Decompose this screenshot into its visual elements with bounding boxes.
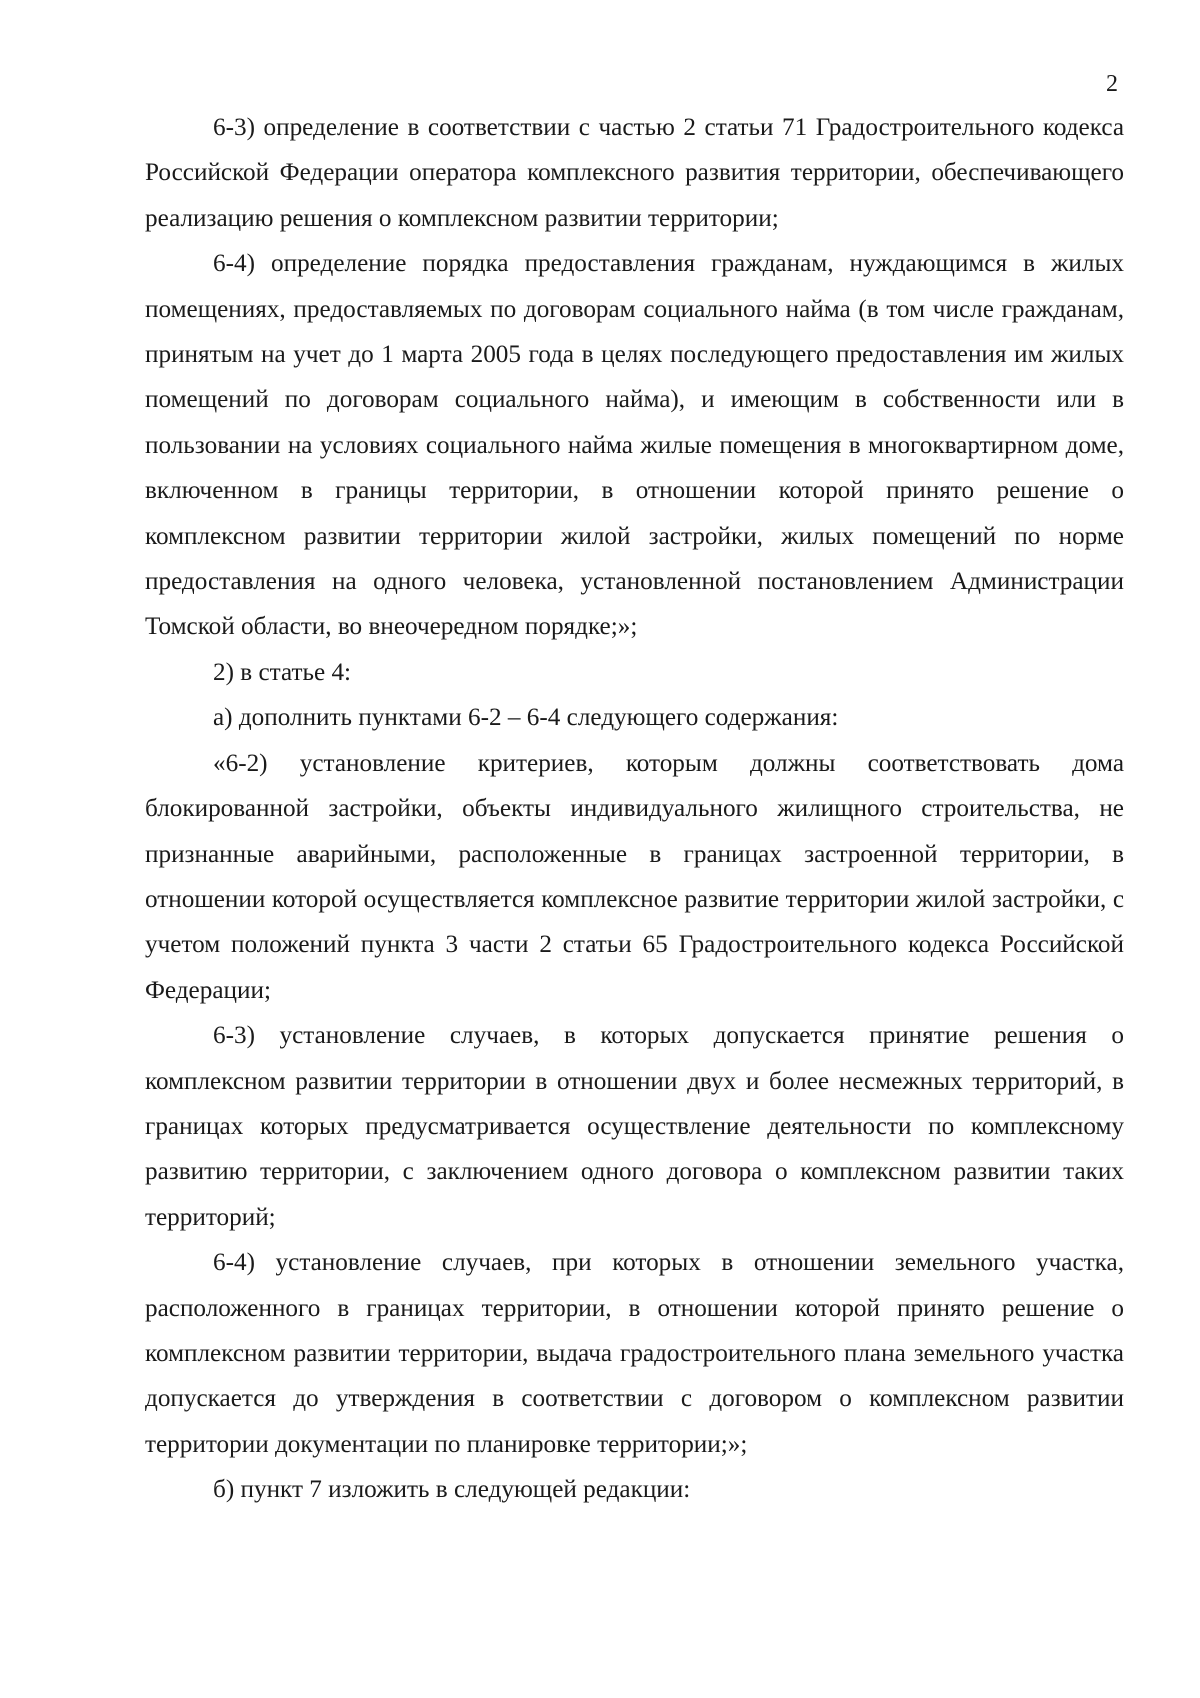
paragraph-clause-6-3-operator: 6-3) определение в соответствии с частью 2 статьи 71 Градостроительного кодекса Российской Федерации оператора комплексного развития территории, обеспечивающего реализацию решения о комплексном развитии территории; xyxy=(145,114,1124,232)
paragraph-clause-6-4-housing: 6-4) определение порядка предоставления гражданам, нуждающимся в жилых помещениях, предоставляемых по договорам социального найма (в том числе гражданам, принятым на учет до 1 марта 2005 года в целях последующего предоставления им жилых помещений по договорам социального найма), и имеющим в собственности или в пользовании на условиях социального найма жилые помещения в многоквартирном доме, включенном в границы территории, в отношении которой принято решение о комплексном развитии территории жилой застройки, жилых помещений по норме предоставления на одного человека, установленной постановлением Администрации Томской области, во внеочередном порядке;»; xyxy=(145,250,1124,641)
paragraph-subitem-b: б) пункт 7 изложить в следующей редакции: xyxy=(213,1476,691,1504)
paragraph-subitem-a: а) дополнить пунктами 6-2 – 6-4 следующего содержания: xyxy=(213,704,839,732)
paragraph-clause-6-3-cases: 6-3) установление случаев, в которых допускается принятие решения о комплексном развитии территории в отношении двух и более несмежных территорий, в границах которых предусматривается осуществление деятельности по комплексному развитию территории, с заключением одного договора о комплексном развитии таких территорий; xyxy=(145,1022,1124,1231)
paragraph-clause-6-4-cases: 6-4) установление случаев, при которых в отношении земельного участка, расположенного в границах территории, в отношении которой принято решение о комплексном развитии территории, выдача градостроительного плана земельного участка допускается до утверждения в соответствии с договором о комплексном развитии территории документации по планировке территории;»; xyxy=(145,1249,1124,1458)
paragraph-item-2-article-4: 2) в статье 4: xyxy=(213,658,352,686)
paragraph-clause-6-2-criteria: «6-2) установление критериев, которым должны соответствовать дома блокированной застройки, объекты индивидуального жилищного строительства, не признанные аварийными, расположенные в границах застроенной территории, в отношении которой осуществляется комплексное развитие территории жилой застройки, с учетом положений пункта 3 части 2 статьи 65 Градостроительного кодекса Российской Федерации; xyxy=(145,749,1124,1004)
document-body xyxy=(145,105,1124,1513)
page-number: 2 xyxy=(1106,71,1118,97)
